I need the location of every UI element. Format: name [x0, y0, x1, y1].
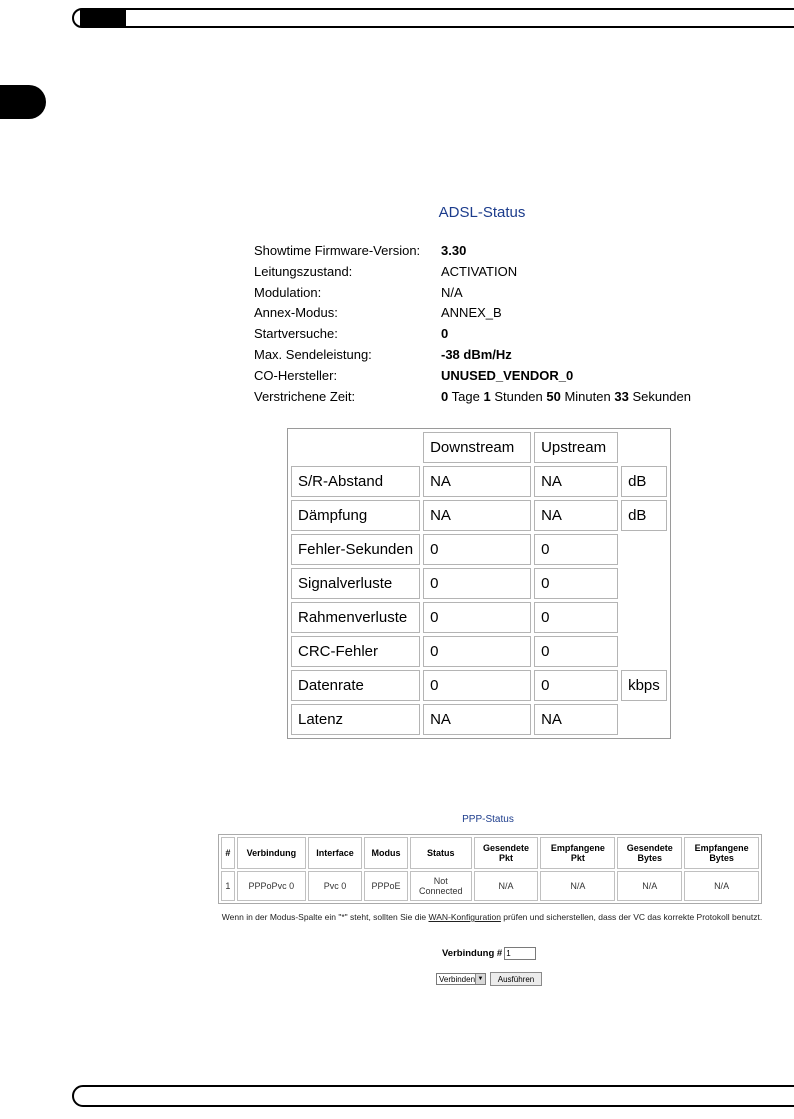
connection-number-row: [442, 947, 536, 960]
info-label: Modulation:: [254, 284, 322, 300]
column-header-sent-bytes: Gesendete Bytes: [617, 837, 682, 869]
info-label: Annex-Modus:: [254, 305, 338, 321]
connection-actions: [436, 972, 542, 986]
info-row: [254, 345, 691, 366]
upstream-value: 0: [534, 636, 618, 667]
info-label: Verstrichene Zeit:: [254, 388, 356, 404]
downstream-value: 0: [423, 670, 531, 701]
table-row: [291, 704, 667, 735]
cell-received-packets: N/A: [540, 871, 615, 901]
upstream-value: NA: [534, 466, 618, 497]
info-label: CO-Hersteller:: [254, 367, 338, 383]
dropdown-arrow-icon[interactable]: ▼: [475, 974, 485, 984]
column-header-interface: Interface: [308, 837, 362, 869]
upstream-value: 0: [534, 568, 618, 599]
unit-cell: dB: [621, 500, 667, 531]
downstream-value: 0: [423, 602, 531, 633]
cell-status: Not Connected: [410, 871, 472, 901]
connection-number-input[interactable]: [504, 947, 536, 960]
cell-connection: PPPoPvc 0: [237, 871, 306, 901]
info-row: [254, 303, 691, 324]
row-label: Fehler-Sekunden: [291, 534, 420, 565]
info-label: Max. Sendeleistung:: [254, 346, 372, 362]
info-value: UNUSED_VENDOR_0: [441, 367, 574, 383]
info-label: Showtime Firmware-Version:: [254, 243, 421, 258]
column-header-sent-packets: Gesendete Pkt: [474, 837, 539, 869]
info-value: ACTIVATION: [441, 263, 518, 279]
footer-rule: [72, 1085, 794, 1107]
downstream-value: NA: [423, 704, 531, 735]
ppp-status-table: [218, 834, 762, 904]
chapter-side-tab: [0, 85, 46, 119]
connection-action-select[interactable]: [436, 973, 486, 985]
cell-interface: Pvc 0: [308, 871, 362, 901]
cell-sent-packets: N/A: [474, 871, 539, 901]
upstream-value: NA: [534, 500, 618, 531]
table-row: [291, 466, 667, 497]
connection-number-label: Verbindung #: [442, 948, 503, 959]
column-header-mode: Modus: [364, 837, 408, 869]
table-row: [291, 568, 667, 599]
info-label: Startversuche:: [254, 326, 338, 342]
upstream-value: 0: [534, 670, 618, 701]
row-label: Signalverluste: [291, 568, 420, 599]
column-header-status: Status: [410, 837, 472, 869]
info-value: 0: [441, 326, 449, 342]
selected-action: Verbinden: [439, 974, 476, 984]
info-row: [254, 324, 691, 345]
info-row: [254, 262, 691, 283]
downstream-value: 0: [423, 636, 531, 667]
downstream-value: 0: [423, 568, 531, 599]
info-value: ANNEX_B: [441, 305, 502, 321]
table-header-row: [291, 432, 667, 463]
adsl-statistics-table: [287, 428, 671, 739]
row-label: Latenz: [291, 704, 420, 735]
column-header-received-bytes: Empfangene Bytes: [684, 837, 759, 869]
info-row: [254, 366, 691, 387]
upstream-value: 0: [534, 534, 618, 565]
column-header-received-packets: Empfangene Pkt: [540, 837, 615, 869]
info-label: Leitungszustand:: [254, 263, 353, 279]
upstream-value: NA: [534, 704, 618, 735]
table-row: [291, 500, 667, 531]
adsl-info-list: [254, 241, 691, 407]
info-row: [254, 241, 691, 262]
row-label: S/R-Abstand: [291, 466, 420, 497]
ppp-mode-note: Wenn in der Modus-Spalte ein "*" steht, sollten Sie die WAN-Konfiguration prüfen und sicherstellen, dass der VC das korrekte Protokoll benutzt.: [221, 912, 763, 922]
header-tab-marker: [80, 10, 126, 26]
table-row: [291, 602, 667, 633]
downstream-value: 0: [423, 534, 531, 565]
table-row: [291, 534, 667, 565]
table-header-row: [221, 837, 759, 869]
execute-button[interactable]: Ausführen: [490, 972, 542, 986]
header-rule: [72, 8, 794, 28]
downstream-value: NA: [423, 466, 531, 497]
cell-sent-bytes: N/A: [617, 871, 682, 901]
upstream-value: 0: [534, 602, 618, 633]
row-label: CRC-Fehler: [291, 636, 420, 667]
table-row: [291, 636, 667, 667]
info-value: 3.30: [441, 243, 467, 258]
elapsed-time-row: [254, 387, 691, 408]
downstream-value: NA: [423, 500, 531, 531]
row-label: Dämpfung: [291, 500, 420, 531]
table-row: [291, 670, 667, 701]
column-header-number: #: [221, 837, 235, 869]
row-label: Datenrate: [291, 670, 420, 701]
table-row: [221, 871, 759, 901]
adsl-status-title: ADSL-Status: [438, 204, 526, 221]
elapsed-time-value: 0 Tage 1 Stunden 50 Minuten 33 Sekunden: [441, 388, 691, 404]
column-header-downstream: Downstream: [423, 432, 531, 463]
column-header-upstream: Upstream: [534, 432, 618, 463]
info-value: N/A: [441, 284, 463, 300]
info-value: -38 dBm/Hz: [441, 346, 512, 362]
cell-number: 1: [221, 871, 235, 901]
info-row: [254, 283, 691, 304]
ppp-status-title: PPP-Status: [462, 814, 514, 825]
row-label: Rahmenverluste: [291, 602, 420, 633]
wan-configuration-link[interactable]: WAN-Konfiguration: [428, 912, 501, 922]
column-header-connection: Verbindung: [237, 837, 306, 869]
cell-received-bytes: N/A: [684, 871, 759, 901]
cell-mode: PPPoE: [364, 871, 408, 901]
unit-cell: kbps: [621, 670, 667, 701]
unit-cell: dB: [621, 466, 667, 497]
